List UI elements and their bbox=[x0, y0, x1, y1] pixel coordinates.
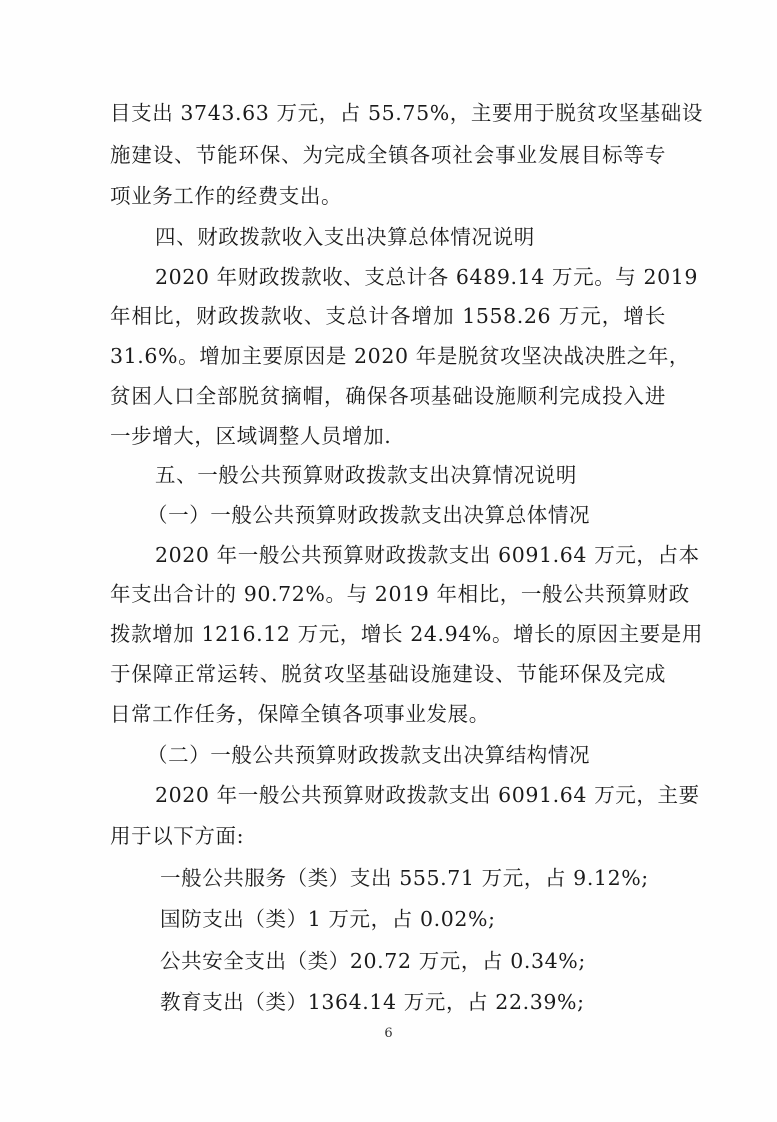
section-heading: 五、一般公共预算财政拨款支出决算情况说明 bbox=[155, 463, 577, 487]
paragraph-line: 一步增大，区域调整人员增加. bbox=[110, 424, 392, 448]
list-item: 国防支出（类）1 万元，占 0.02%; bbox=[160, 907, 496, 931]
paragraph-line: 用于以下方面: bbox=[110, 824, 245, 848]
subsection-heading: （一）一般公共预算财政拨款支出决算总体情况 bbox=[147, 503, 591, 527]
paragraph-line: 施建设、节能环保、为完成全镇各项社会事业发展目标等专 bbox=[110, 143, 666, 167]
paragraph-line: 目支出 3743.63 万元，占 55.75%，主要用于脱贫攻坚基础设 bbox=[110, 101, 703, 125]
list-item: 一般公共服务（类）支出 555.71 万元，占 9.12%; bbox=[160, 866, 649, 890]
paragraph-line: 拨款增加 1216.12 万元，增长 24.94%。增长的原因主要是用 bbox=[110, 622, 703, 646]
paragraph-line: 年相比，财政拨款收、支总计各增加 1558.26 万元，增长 bbox=[110, 304, 666, 328]
paragraph-line: 2020 年一般公共预算财政拨款支出 6091.64 万元，主要 bbox=[155, 783, 700, 807]
paragraph-line: 项业务工作的经费支出。 bbox=[110, 184, 343, 208]
paragraph-line: 贫困人口全部脱贫摘帽，确保各项基础设施顺利完成投入进 bbox=[110, 384, 666, 408]
section-heading: 四、财政拨款收入支出决算总体情况说明 bbox=[155, 225, 535, 249]
list-item: 公共安全支出（类）20.72 万元，占 0.34%; bbox=[160, 949, 586, 973]
paragraph-line: 31.6%。增加主要原因是 2020 年是脱贫攻坚决战决胜之年， bbox=[110, 344, 691, 368]
paragraph-line: 2020 年一般公共预算财政拨款支出 6091.64 万元，占本 bbox=[155, 543, 700, 567]
paragraph-line: 日常工作任务，保障全镇各项事业发展。 bbox=[110, 702, 490, 726]
paragraph-line: 年支出合计的 90.72%。与 2019 年相比，一般公共预算财政 bbox=[110, 582, 690, 606]
page-number: 6 bbox=[384, 1026, 393, 1041]
subsection-heading: （二）一般公共预算财政拨款支出决算结构情况 bbox=[147, 743, 591, 767]
paragraph-line: 2020 年财政拨款收、支总计各 6489.14 万元。与 2019 bbox=[155, 265, 699, 289]
list-item: 教育支出（类）1364.14 万元，占 22.39%; bbox=[160, 990, 585, 1014]
paragraph-line: 于保障正常运转、脱贫攻坚基础设施建设、节能环保及完成 bbox=[110, 662, 666, 686]
